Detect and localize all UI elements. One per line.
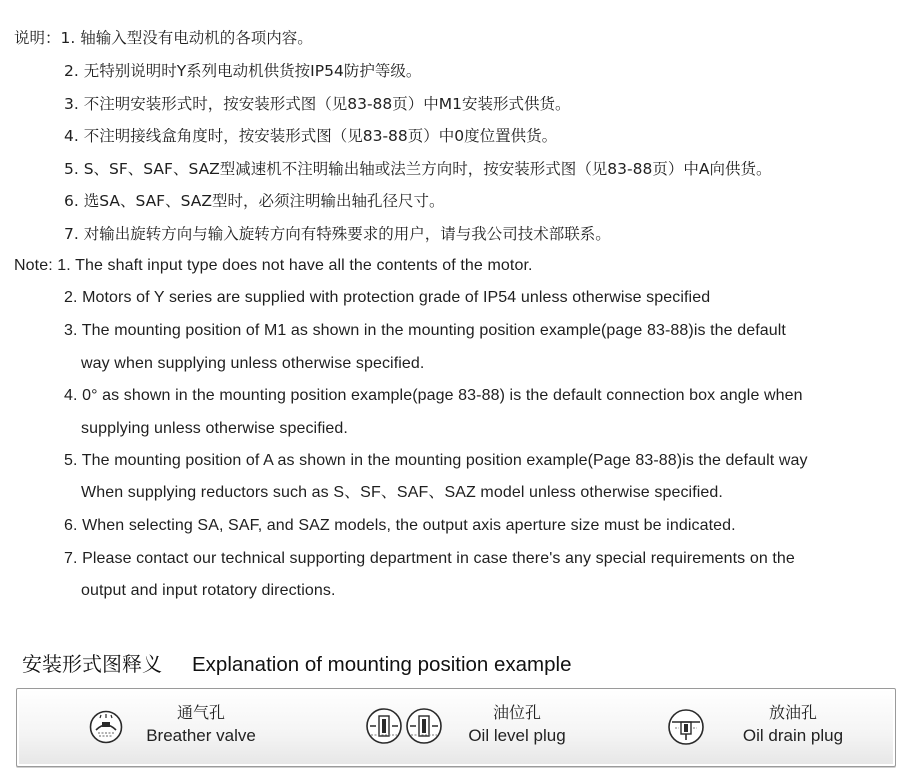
legend-label-breather-valve	[141, 702, 261, 748]
oil-level-plug-icon	[365, 705, 443, 747]
note-en-4-cont: supplying unless otherwise specified.	[81, 420, 348, 437]
legend-label-cn: 油位孔	[492, 703, 541, 722]
breather-valve-icon	[89, 710, 123, 744]
note-cn-2: 2. 无特别说明时Y系列电动机供货按IP54防护等级。	[64, 62, 422, 80]
note-en-5-cont: When supplying reductors such as S、SF、SAF、SAZ model unless otherwise specified.	[81, 484, 723, 501]
legend-item-breather-valve	[17, 689, 307, 768]
legend-label-en: Breather valve	[146, 726, 256, 745]
legend-label-cn: 通气孔	[176, 703, 225, 722]
note-cn-4: 4. 不注明接线盒角度时，按安装形式图（见83-88页）中0度位置供货。	[64, 127, 558, 145]
note-en-7-cont: output and input rotatory directions.	[81, 582, 336, 599]
legend-label-en: Oil level plug	[468, 726, 566, 745]
note-cn-6: 6. 选SA、SAF、SAZ型时，必须注明输出轴孔径尺寸。	[64, 192, 445, 210]
note-en-7: 7. Please contact our technical supporting department in case there's any special requirements on the	[64, 550, 795, 567]
section-title-en: Explanation of mounting position example	[192, 653, 572, 676]
note-en-3-cont: way when supplying unless otherwise specified.	[81, 355, 425, 372]
legend-label-oil-level-plug	[457, 702, 577, 748]
note-en-5: 5. The mounting position of A as shown in the mounting position example(Page 83-88)is the default way	[64, 452, 808, 469]
note-en-6: 6. When selecting SA, SAF, and SAZ models, the output axis aperture size must be indicated.	[64, 517, 736, 534]
legend-item-oil-level-plug	[307, 689, 607, 768]
note-en-3: 3. The mounting position of M1 as shown in the mounting position example(page 83-88)is the default	[64, 322, 786, 339]
note-en-4: 4. 0° as shown in the mounting position example(page 83-88) is the default connection box angle when	[64, 387, 803, 404]
note-cn-5: 5. S、SF、SAF、SAZ型减速机不注明输出轴或法兰方向时，按安装形式图（见83-88页）中A向供货。	[64, 160, 772, 178]
legend-box	[16, 688, 896, 767]
legend-label-cn: 放油孔	[768, 703, 817, 722]
section-title	[22, 650, 572, 679]
section-title-cn: 安装形式图释义	[22, 652, 162, 676]
oil-drain-plug-icon	[667, 708, 705, 746]
note-cn-7: 7. 对输出旋转方向与输入旋转方向有特殊要求的用户，请与我公司技术部联系。	[64, 225, 611, 243]
legend-label-oil-drain-plug	[727, 702, 859, 748]
legend-label-en: Oil drain plug	[742, 726, 844, 745]
note-cn-1: 说明：1. 轴输入型没有电动机的各项内容。	[14, 29, 313, 47]
note-en-2: 2. Motors of Y series are supplied with protection grade of IP54 unless otherwise specified	[64, 289, 711, 306]
note-cn-3: 3. 不注明安装形式时，按安装形式图（见83-88页）中M1安装形式供货。	[64, 95, 571, 113]
legend-item-oil-drain-plug	[607, 689, 897, 768]
note-en-1: Note: 1. The shaft input type does not have all the contents of the motor.	[14, 257, 533, 274]
